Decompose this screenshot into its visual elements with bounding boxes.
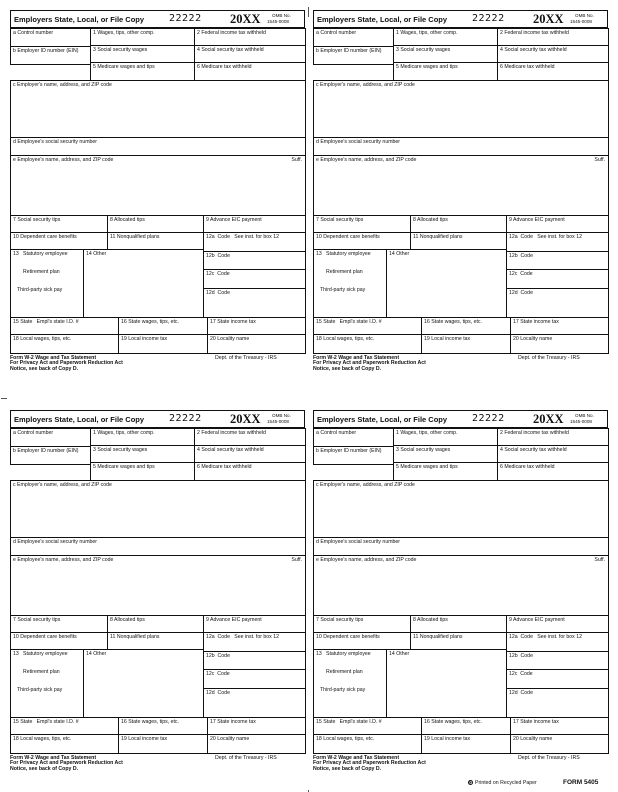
suffix-label: Suff. (594, 557, 605, 563)
box-5-medicare-wages[interactable]: 5 Medicare wages and tips (90, 462, 195, 481)
box-10-dependent-care[interactable]: 10 Dependent care benefits (313, 632, 411, 650)
box-2-federal-tax[interactable]: 2 Federal income tax withheld (497, 428, 609, 446)
box-15-state[interactable]: 15 State Empl's state I.D. # (10, 317, 119, 335)
box-e-employee-address[interactable]: e Employee's name, address, and ZIP code Suff. (313, 555, 609, 616)
box-1-wages[interactable]: 1 Wages, tips, other comp. (90, 428, 195, 446)
box-17-state-tax[interactable]: 17 State income tax (207, 317, 306, 335)
box-13-number: 13 (13, 251, 19, 257)
box-7-ss-tips[interactable]: 7 Social security tips (313, 615, 411, 633)
box-7-ss-tips[interactable]: 7 Social security tips (10, 215, 108, 233)
box-e-employee-address[interactable]: e Employee's name, address, and ZIP code Suff. (313, 155, 609, 216)
box-12d[interactable]: 12d Code (203, 288, 306, 318)
state-id-label: Empl's state I.D. # (339, 719, 382, 725)
box-12a[interactable]: 12a Code See inst. for box 12 (506, 632, 609, 652)
dept-treasury: Dept. of the Treasury - IRS (215, 755, 277, 761)
form-number: FORM 5405 (563, 779, 599, 786)
box-6-medicare-tax[interactable]: 6 Medicare tax withheld (194, 462, 306, 481)
form-footer (10, 356, 123, 372)
box-b-employer-id[interactable]: b Employer ID number (EIN) (313, 46, 394, 65)
form-title: Employers State, Local, or File Copy (14, 15, 145, 24)
box-d-employee-ssn[interactable]: d Employee's social security number (10, 537, 306, 556)
box-e-employee-address[interactable]: e Employee's name, address, and ZIP code Suff. (10, 155, 306, 216)
box-12c[interactable]: 12c Code (203, 269, 306, 289)
box-20-locality[interactable]: 20 Locality name (207, 334, 306, 354)
form-header (10, 10, 305, 28)
statutory-employee-checkbox[interactable]: Statutory employee (23, 651, 68, 657)
form-year: 20XX (230, 412, 261, 426)
box-a-control-number[interactable]: a Control number (10, 428, 91, 447)
box-11-nonqualified[interactable]: 11 Nonqualified plans (410, 232, 507, 250)
box-1-wages[interactable]: 1 Wages, tips, other comp. (393, 28, 498, 46)
box-18-local-wages[interactable]: 18 Local wages, tips, etc. (313, 734, 422, 754)
box-10-dependent-care[interactable]: 10 Dependent care benefits (10, 232, 108, 250)
box-5-medicare-wages[interactable]: 5 Medicare wages and tips (90, 62, 195, 81)
box-19-local-tax[interactable]: 19 Local income tax (118, 334, 208, 354)
retirement-plan-checkbox[interactable]: Retirement plan (23, 269, 60, 275)
form-code: 22222 (472, 13, 505, 24)
recycled-paper-note: ♻ Printed on Recycled Paper (468, 780, 537, 786)
box-12a[interactable]: 12a Code See inst. for box 12 (203, 232, 306, 252)
box-9-advance-eic[interactable]: 9 Advance EIC payment (203, 615, 306, 633)
dept-treasury: Dept. of the Treasury - IRS (215, 355, 277, 361)
box-6-medicare-tax[interactable]: 6 Medicare tax withheld (497, 462, 609, 481)
box-12c[interactable]: 12c Code (203, 669, 306, 689)
box-12-note: See inst. for box 12 (537, 234, 582, 240)
form-title: Employers State, Local, or File Copy (317, 15, 448, 24)
omb-label: OMB No. (575, 413, 594, 418)
suffix-label: Suff. (291, 157, 302, 163)
box-18-local-wages[interactable]: 18 Local wages, tips, etc. (313, 334, 422, 354)
box-c-employer-address[interactable]: c Employer's name, address, and ZIP code (10, 480, 306, 538)
box-4-ss-tax[interactable]: 4 Social security tax withheld (194, 45, 306, 63)
box-6-medicare-tax[interactable]: 6 Medicare tax withheld (497, 62, 609, 81)
omb-number: 1545-0008 (570, 419, 592, 424)
box-a-control-number[interactable]: a Control number (10, 28, 91, 47)
box-3-ss-wages[interactable]: 3 Social security wages (90, 45, 195, 63)
dept-treasury: Dept. of the Treasury - IRS (518, 355, 580, 361)
third-party-sick-pay-checkbox[interactable]: Third-party sick pay (17, 287, 63, 293)
box-3-ss-wages[interactable]: 3 Social security wages (393, 45, 498, 63)
box-11-nonqualified[interactable]: 11 Nonqualified plans (410, 632, 507, 650)
box-9-advance-eic[interactable]: 9 Advance EIC payment (203, 215, 306, 233)
box-13 (313, 249, 387, 318)
form-footer (313, 756, 426, 772)
privacy-line: For Privacy Act and Paperwork Reduction Act (313, 360, 426, 367)
box-1-wages[interactable]: 1 Wages, tips, other comp. (393, 428, 498, 446)
suffix-label: Suff. (594, 157, 605, 163)
statutory-employee-checkbox[interactable]: Statutory employee (326, 251, 371, 257)
box-16-state-wages[interactable]: 16 State wages, tips, etc. (421, 717, 511, 735)
fold-mark (308, 7, 309, 17)
retirement-plan-checkbox[interactable]: Retirement plan (23, 669, 60, 675)
box-12-note: See inst. for box 12 (234, 234, 279, 240)
box-12-note: See inst. for box 12 (537, 634, 582, 640)
form-footer (313, 356, 426, 372)
w2-form (10, 410, 305, 790)
form-year: 20XX (230, 12, 261, 26)
box-12a[interactable]: 12a Code See inst. for box 12 (203, 632, 306, 652)
third-party-sick-pay-checkbox[interactable]: Third-party sick pay (320, 687, 366, 693)
notice-line: Notice, see back of Copy D. (313, 365, 382, 372)
third-party-sick-pay-checkbox[interactable]: Third-party sick pay (320, 287, 366, 293)
box-17-state-tax[interactable]: 17 State income tax (510, 717, 609, 735)
box-d-employee-ssn[interactable]: d Employee's social security number (10, 137, 306, 156)
box-12-note: See inst. for box 12 (234, 634, 279, 640)
box-13 (313, 649, 387, 718)
box-16-state-wages[interactable]: 16 State wages, tips, etc. (421, 317, 511, 335)
form-title: Employers State, Local, or File Copy (317, 415, 448, 424)
box-3-ss-wages[interactable]: 3 Social security wages (393, 445, 498, 463)
privacy-line: For Privacy Act and Paperwork Reduction Act (10, 360, 123, 367)
omb-label: OMB No. (575, 13, 594, 18)
box-4-ss-tax[interactable]: 4 Social security tax withheld (497, 45, 609, 63)
box-b-employer-id[interactable]: b Employer ID number (EIN) (10, 446, 91, 465)
box-2-federal-tax[interactable]: 2 Federal income tax withheld (497, 28, 609, 46)
box-4-ss-tax[interactable]: 4 Social security tax withheld (497, 445, 609, 463)
box-d-employee-ssn[interactable]: d Employee's social security number (313, 537, 609, 556)
box-8-allocated-tips[interactable]: 8 Allocated tips (107, 615, 204, 633)
box-14-other[interactable]: 14 Other (83, 249, 204, 318)
box-9-advance-eic[interactable]: 9 Advance EIC payment (506, 615, 609, 633)
box-17-state-tax[interactable]: 17 State income tax (510, 317, 609, 335)
retirement-plan-checkbox[interactable]: Retirement plan (326, 269, 363, 275)
w2-form (313, 10, 608, 390)
form-year: 20XX (533, 12, 564, 26)
box-9-advance-eic[interactable]: 9 Advance EIC payment (506, 215, 609, 233)
box-13-number: 13 (316, 251, 322, 257)
omb-number: 1545-0008 (570, 19, 592, 24)
omb-number: 1545-0008 (267, 19, 289, 24)
form-header (313, 10, 608, 28)
box-19-local-tax[interactable]: 19 Local income tax (421, 334, 511, 354)
notice-line: Notice, see back of Copy D. (313, 765, 382, 772)
box-a-control-number[interactable]: a Control number (313, 428, 394, 447)
form-footer (10, 756, 123, 772)
privacy-line: For Privacy Act and Paperwork Reduction Act (10, 760, 123, 767)
box-8-allocated-tips[interactable]: 8 Allocated tips (410, 215, 507, 233)
box-2-federal-tax[interactable]: 2 Federal income tax withheld (194, 428, 306, 446)
box-10-dependent-care[interactable]: 10 Dependent care benefits (10, 632, 108, 650)
box-6-medicare-tax[interactable]: 6 Medicare tax withheld (194, 62, 306, 81)
state-id-label: Empl's state I.D. # (36, 719, 79, 725)
box-c-employer-address[interactable]: c Employer's name, address, and ZIP code (313, 80, 609, 138)
box-15-state[interactable]: 15 State Empl's state I.D. # (313, 717, 422, 735)
box-12a[interactable]: 12a Code See inst. for box 12 (506, 232, 609, 252)
box-5-medicare-wages[interactable]: 5 Medicare wages and tips (393, 62, 498, 81)
box-7-ss-tips[interactable]: 7 Social security tips (10, 615, 108, 633)
box-11-nonqualified[interactable]: 11 Nonqualified plans (107, 232, 204, 250)
box-16-state-wages[interactable]: 16 State wages, tips, etc. (118, 717, 208, 735)
form-title: Employers State, Local, or File Copy (14, 415, 145, 424)
state-id-label: Empl's state I.D. # (36, 319, 79, 325)
box-14-other[interactable]: 14 Other (386, 649, 507, 718)
box-10-dependent-care[interactable]: 10 Dependent care benefits (313, 232, 411, 250)
box-4-ss-tax[interactable]: 4 Social security tax withheld (194, 445, 306, 463)
suffix-label: Suff. (291, 557, 302, 563)
box-12b[interactable]: 12b Code (203, 251, 306, 270)
retirement-plan-checkbox[interactable]: Retirement plan (326, 669, 363, 675)
form-code: 22222 (472, 413, 505, 424)
box-18-local-wages[interactable]: 18 Local wages, tips, etc. (10, 734, 119, 754)
box-11-nonqualified[interactable]: 11 Nonqualified plans (107, 632, 204, 650)
box-e-employee-address[interactable]: e Employee's name, address, and ZIP code Suff. (10, 555, 306, 616)
dept-treasury: Dept. of the Treasury - IRS (518, 755, 580, 761)
statutory-employee-checkbox[interactable]: Statutory employee (23, 251, 68, 257)
box-2-federal-tax[interactable]: 2 Federal income tax withheld (194, 28, 306, 46)
notice-line: Notice, see back of Copy D. (10, 765, 79, 772)
state-id-label: Empl's state I.D. # (339, 319, 382, 325)
box-12c[interactable]: 12c Code (506, 269, 609, 289)
form-code: 22222 (169, 13, 202, 24)
box-18-local-wages[interactable]: 18 Local wages, tips, etc. (10, 334, 119, 354)
box-13-number: 13 (316, 651, 322, 657)
form-name-line: Form W-2 Wage and Tax Statement (10, 755, 97, 761)
omb-label: OMB No. (272, 13, 291, 18)
box-20-locality[interactable]: 20 Locality name (207, 734, 306, 754)
box-12b[interactable]: 12b Code (506, 651, 609, 670)
notice-line: Notice, see back of Copy D. (10, 365, 79, 372)
box-12d[interactable]: 12d Code (203, 688, 306, 718)
form-name-line: Form W-2 Wage and Tax Statement (313, 355, 400, 361)
form-code: 22222 (169, 413, 202, 424)
w2-form (10, 10, 305, 390)
box-1-wages[interactable]: 1 Wages, tips, other comp. (90, 28, 195, 46)
box-b-employer-id[interactable]: b Employer ID number (EIN) (313, 446, 394, 465)
box-13-number: 13 (13, 651, 19, 657)
omb-number: 1545-0008 (267, 419, 289, 424)
box-a-control-number[interactable]: a Control number (313, 28, 394, 47)
recycle-icon: ♻ (468, 780, 473, 786)
box-12b[interactable]: 12b Code (506, 251, 609, 270)
box-17-state-tax[interactable]: 17 State income tax (207, 717, 306, 735)
box-14-other[interactable]: 14 Other (83, 649, 204, 718)
box-12d[interactable]: 12d Code (506, 688, 609, 718)
w2-form (313, 410, 608, 790)
box-19-local-tax[interactable]: 19 Local income tax (118, 734, 208, 754)
box-8-allocated-tips[interactable]: 8 Allocated tips (410, 615, 507, 633)
box-13 (10, 249, 84, 318)
box-15-state[interactable]: 15 State Empl's state I.D. # (10, 717, 119, 735)
box-19-local-tax[interactable]: 19 Local income tax (421, 734, 511, 754)
box-7-ss-tips[interactable]: 7 Social security tips (313, 215, 411, 233)
third-party-sick-pay-checkbox[interactable]: Third-party sick pay (17, 687, 63, 693)
fold-mark (1, 398, 7, 399)
box-12c[interactable]: 12c Code (506, 669, 609, 689)
box-c-employer-address[interactable]: c Employer's name, address, and ZIP code (10, 80, 306, 138)
box-b-employer-id[interactable]: b Employer ID number (EIN) (10, 46, 91, 65)
box-8-allocated-tips[interactable]: 8 Allocated tips (107, 215, 204, 233)
box-5-medicare-wages[interactable]: 5 Medicare wages and tips (393, 462, 498, 481)
box-12d[interactable]: 12d Code (506, 288, 609, 318)
box-20-locality[interactable]: 20 Locality name (510, 734, 609, 754)
box-20-locality[interactable]: 20 Locality name (510, 334, 609, 354)
privacy-line: For Privacy Act and Paperwork Reduction Act (313, 760, 426, 767)
box-d-employee-ssn[interactable]: d Employee's social security number (313, 137, 609, 156)
omb-label: OMB No. (272, 413, 291, 418)
form-name-line: Form W-2 Wage and Tax Statement (10, 355, 97, 361)
statutory-employee-checkbox[interactable]: Statutory employee (326, 651, 371, 657)
box-14-other[interactable]: 14 Other (386, 249, 507, 318)
form-year: 20XX (533, 412, 564, 426)
form-header (10, 410, 305, 428)
box-15-state[interactable]: 15 State Empl's state I.D. # (313, 317, 422, 335)
box-12b[interactable]: 12b Code (203, 651, 306, 670)
box-3-ss-wages[interactable]: 3 Social security wages (90, 445, 195, 463)
box-16-state-wages[interactable]: 16 State wages, tips, etc. (118, 317, 208, 335)
box-c-employer-address[interactable]: c Employer's name, address, and ZIP code (313, 480, 609, 538)
form-name-line: Form W-2 Wage and Tax Statement (313, 755, 400, 761)
form-header (313, 410, 608, 428)
box-13 (10, 649, 84, 718)
